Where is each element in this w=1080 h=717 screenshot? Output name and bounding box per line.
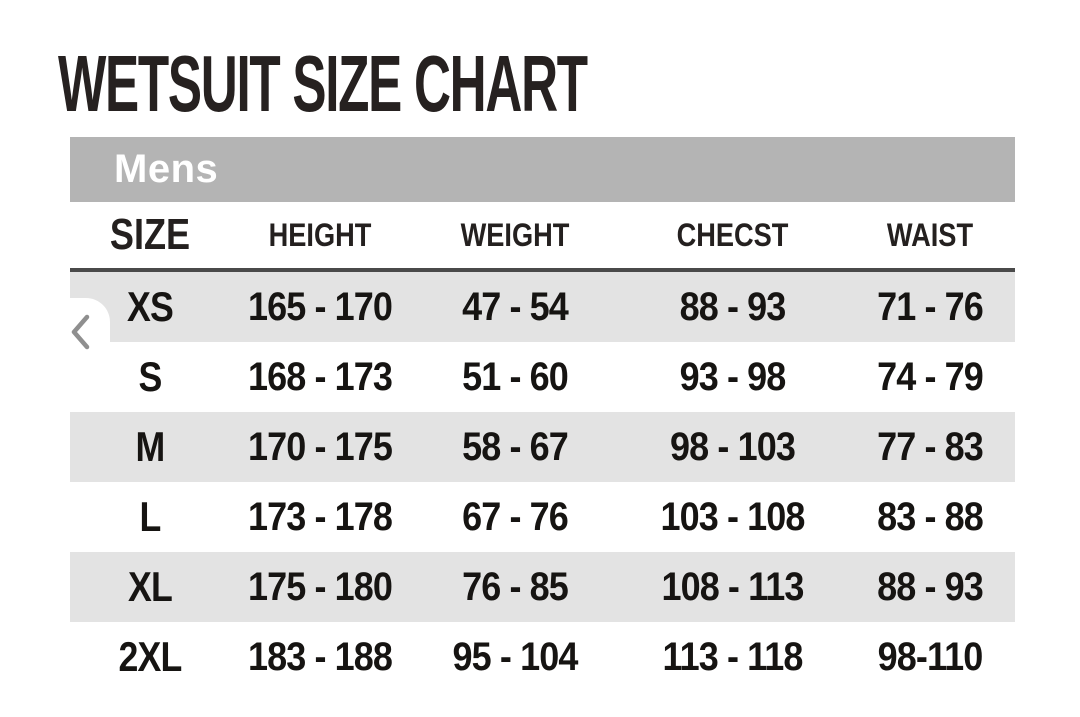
table-row bbox=[70, 412, 1015, 482]
height-cell: 183 - 188 bbox=[247, 634, 393, 679]
weight-cell: 76 - 85 bbox=[462, 564, 568, 609]
table-group-header bbox=[70, 137, 1015, 202]
column-header-weight: WEIGHT bbox=[460, 216, 570, 253]
waist-cell: 77 - 83 bbox=[877, 424, 983, 469]
table-row bbox=[70, 272, 1015, 342]
table-row bbox=[70, 482, 1015, 552]
column-header-size: SIZE bbox=[109, 210, 191, 259]
table-row bbox=[70, 342, 1015, 412]
page-title: WETSUIT SIZE CHART bbox=[58, 39, 587, 128]
height-cell: 175 - 180 bbox=[247, 564, 393, 609]
height-cell: 173 - 178 bbox=[247, 494, 393, 539]
weight-cell: 47 - 54 bbox=[462, 284, 568, 329]
group-label: Mens bbox=[114, 147, 219, 191]
chest-cell: 88 - 93 bbox=[679, 284, 786, 329]
size-table bbox=[70, 137, 1015, 692]
waist-cell: 88 - 93 bbox=[877, 564, 983, 609]
height-cell: 165 - 170 bbox=[247, 284, 393, 329]
size-cell: XS bbox=[127, 283, 173, 330]
chevron-left-icon bbox=[68, 312, 92, 352]
column-header-height: HEIGHT bbox=[268, 216, 372, 253]
table-row bbox=[70, 552, 1015, 622]
carousel-prev-button[interactable] bbox=[0, 298, 110, 366]
waist-cell: 98-110 bbox=[877, 634, 983, 679]
table-row bbox=[70, 622, 1015, 692]
column-header-row bbox=[70, 202, 1015, 268]
chest-cell: 113 - 118 bbox=[662, 634, 803, 679]
size-cell: 2XL bbox=[118, 633, 182, 680]
waist-cell: 71 - 76 bbox=[877, 284, 983, 329]
weight-cell: 95 - 104 bbox=[452, 634, 578, 679]
waist-cell: 74 - 79 bbox=[877, 354, 983, 399]
column-header-waist: WAIST bbox=[886, 216, 974, 253]
weight-cell: 58 - 67 bbox=[462, 424, 568, 469]
weight-cell: 51 - 60 bbox=[462, 354, 568, 399]
weight-cell: 67 - 76 bbox=[462, 494, 568, 539]
chest-cell: 108 - 113 bbox=[661, 564, 804, 609]
size-cell: L bbox=[139, 493, 161, 540]
chest-cell: 98 - 103 bbox=[670, 424, 795, 469]
chest-cell: 103 - 108 bbox=[660, 494, 805, 539]
height-cell: 168 - 173 bbox=[247, 354, 393, 399]
column-header-chest: CHECST bbox=[676, 216, 789, 253]
height-cell: 170 - 175 bbox=[247, 424, 393, 469]
size-cell: XL bbox=[128, 563, 172, 610]
size-cell: S bbox=[138, 353, 162, 400]
waist-cell: 83 - 88 bbox=[877, 494, 983, 539]
chest-cell: 93 - 98 bbox=[679, 354, 786, 399]
size-cell: M bbox=[135, 423, 165, 470]
